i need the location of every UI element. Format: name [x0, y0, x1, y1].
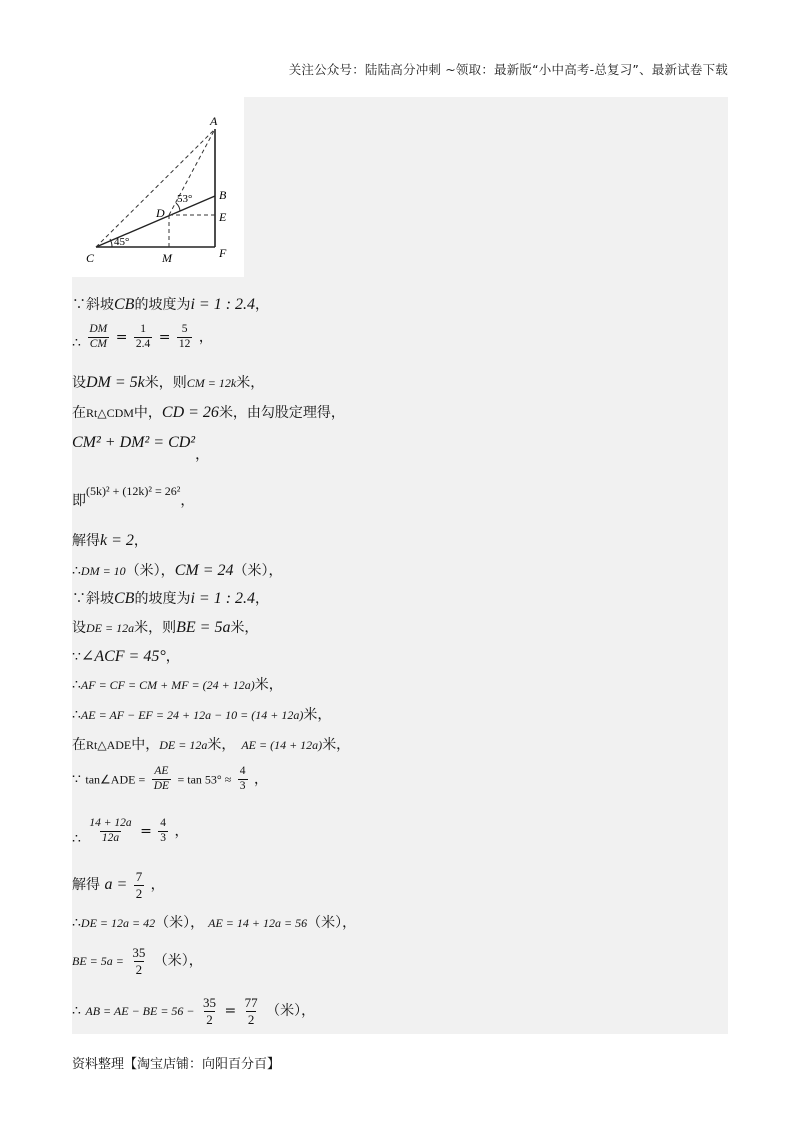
math: AE = 14 + 12a = 56: [208, 916, 308, 930]
text: 设: [72, 375, 86, 391]
denominator: 12: [178, 337, 191, 350]
therefore: ∴: [72, 335, 81, 352]
denominator: 12a: [101, 831, 120, 844]
line-af-value: [72, 677, 283, 694]
text: ，: [255, 297, 270, 313]
label-A: A: [210, 114, 218, 128]
text: 米，: [207, 737, 236, 753]
math: tan∠ADE =: [85, 772, 146, 787]
solution-panel: [72, 97, 728, 1034]
text: 的坡度为: [134, 591, 191, 607]
fraction-4-3: [238, 765, 248, 794]
numerator: 14 + 12a: [89, 817, 132, 829]
equals: =: [140, 823, 152, 840]
text: ∴: [72, 677, 81, 693]
text: ，: [165, 649, 180, 665]
text: （米），: [307, 915, 357, 931]
text: 米，: [254, 677, 283, 693]
math: i = 1 : 2.4: [190, 296, 256, 313]
text: ∴: [72, 915, 81, 931]
math: DM = 5k: [86, 374, 145, 391]
fraction-35-2: [130, 945, 147, 977]
fraction-ae-de: [152, 765, 171, 794]
equals: =: [115, 329, 128, 346]
line-set-dm: [72, 373, 264, 392]
text: （米），: [233, 563, 283, 579]
page-header: 关注公众号：陆陆高分冲刺 ~领取：最新版“小中高考-总复习”、最新试卷下载: [288, 62, 728, 77]
math: (5k)² + (12k)² = 26²: [86, 484, 181, 498]
fraction-14-12a: [87, 817, 133, 846]
line-be-value: [72, 945, 203, 977]
math: ∠ACF = 45°: [80, 648, 166, 665]
text: ，: [174, 823, 189, 840]
text: ∵斜坡: [72, 591, 114, 607]
text: ，: [180, 493, 195, 509]
line-set-de: [72, 618, 258, 637]
numerator: 35: [132, 945, 146, 960]
line-ab-value: [72, 995, 315, 1027]
line-angle-acf: [72, 647, 180, 666]
label-B: B: [219, 188, 227, 202]
text: （米），: [153, 953, 203, 970]
math: CB: [114, 590, 135, 607]
text: ，: [133, 533, 148, 549]
line-solve-k: [72, 531, 148, 550]
math: DE = 12a = 42: [80, 916, 156, 930]
text: 米，由勾股定理得，: [218, 405, 345, 421]
text: 解得: [72, 533, 100, 549]
text: 在: [72, 737, 86, 753]
text: 米，: [322, 737, 351, 753]
text: 设: [72, 620, 86, 636]
math: AE = (14 + 12a): [241, 738, 323, 752]
numerator: 5: [181, 323, 188, 335]
fraction-1-2.4: [134, 323, 152, 352]
text: （米），: [155, 915, 205, 931]
text: 米，: [230, 620, 259, 636]
math: CM² + DM² = CD²: [72, 434, 196, 451]
denominator: 3: [160, 831, 167, 844]
text: ∵: [72, 649, 81, 665]
math: CD = 26: [161, 404, 219, 421]
text: 即: [72, 493, 86, 509]
fraction-5-12: [177, 323, 193, 352]
line-pythagoras-intro: [72, 403, 345, 422]
label-M: M: [162, 251, 172, 265]
line-slope-ratio-1: [72, 295, 269, 314]
line-ratio-fractions: [72, 323, 213, 352]
numerator: 35: [202, 995, 216, 1010]
label-D: D: [156, 206, 165, 220]
denominator: 2: [135, 885, 143, 901]
math: CB: [114, 296, 135, 313]
fraction-dm-cm: [87, 323, 109, 352]
fraction-4-3: [158, 817, 168, 846]
math: = tan 53° ≈: [177, 772, 232, 787]
text: ，: [253, 771, 268, 788]
text: 的坡度为: [134, 297, 191, 313]
math: DE = 12a: [159, 738, 208, 752]
geometry-figure: [72, 97, 244, 277]
text: 米，: [303, 707, 332, 723]
numerator: 77: [244, 995, 258, 1010]
fraction-7-2: [134, 869, 145, 901]
label-angle-53: 53°: [177, 193, 193, 205]
denominator: 2.4: [135, 337, 151, 350]
equals: =: [158, 329, 171, 346]
line-de-ae-values: [72, 915, 356, 932]
text: （米），: [266, 1003, 316, 1020]
label-C: C: [86, 251, 95, 265]
line-solve-a: [72, 869, 165, 901]
math: DM = 10: [80, 564, 126, 578]
numerator: 4: [160, 817, 167, 829]
math: CM = 24: [174, 562, 234, 579]
text: ，: [255, 591, 270, 607]
text: ，: [195, 447, 210, 463]
denominator: CM: [89, 337, 107, 350]
numerator: 4: [239, 765, 246, 777]
equals: =: [224, 1003, 237, 1020]
math: Rt△ADE: [86, 738, 132, 752]
text: ∴: [72, 563, 81, 579]
text: 中，: [131, 737, 160, 753]
math: k = 2: [100, 532, 134, 549]
line-equation-a: [72, 817, 188, 846]
fraction-77-2: [243, 995, 260, 1027]
fraction-35-2: [201, 995, 218, 1027]
line-right-triangle-ade: [72, 737, 350, 754]
denominator: 3: [239, 779, 246, 792]
numerator: AE: [154, 765, 169, 777]
geometry-diagram: [72, 97, 244, 277]
text: （米），: [125, 563, 175, 579]
denominator: 2: [247, 1011, 255, 1027]
line-ae-value: [72, 707, 331, 724]
math: a =: [104, 876, 128, 894]
text: ，: [198, 329, 213, 346]
math: AE = AF − EF = 24 + 12a − 10 = (14 + 12a): [80, 708, 304, 722]
text: 中，: [133, 405, 162, 421]
text: ∴: [72, 707, 81, 723]
math: Rt△CDM: [86, 406, 134, 420]
label-angle-45: 45°: [114, 236, 130, 248]
math: DE = 12a: [86, 621, 135, 635]
text: 米，: [236, 375, 265, 391]
math: BE = 5a =: [72, 954, 124, 969]
math: CM = 12k: [186, 376, 237, 390]
text: 在: [72, 405, 86, 421]
page-footer: 资料整理【淘宝店铺：向阳百分百】: [72, 1057, 281, 1072]
text: ∴: [72, 831, 81, 848]
math: i = 1 : 2.4: [190, 590, 256, 607]
line-substitution: [72, 483, 195, 509]
math: AF = CF = CM + MF = (24 + 12a): [80, 678, 255, 692]
numerator: 7: [135, 869, 143, 884]
label-F: F: [219, 246, 227, 260]
label-E: E: [219, 210, 227, 224]
line-slope-ratio-2: [72, 589, 269, 608]
text: ∴: [72, 1003, 81, 1020]
text: ，: [150, 877, 165, 894]
text: ∵: [72, 771, 81, 788]
numerator: 1: [140, 323, 146, 335]
denominator: 2: [206, 1011, 213, 1027]
math: BE = 5a: [176, 619, 231, 636]
math: AB = AE − BE = 56 −: [85, 1004, 195, 1019]
line-pythagoras-equation: [72, 433, 210, 463]
text: ∵斜坡: [72, 297, 114, 313]
denominator: 2: [135, 961, 143, 977]
denominator: DE: [153, 779, 170, 792]
text: 米，则: [144, 375, 187, 391]
line-dm-cm-values: [72, 561, 282, 580]
numerator: DM: [89, 323, 108, 335]
text: 解得: [72, 877, 100, 894]
line-tan-ade: [72, 765, 268, 794]
text: 米，则: [134, 620, 177, 636]
